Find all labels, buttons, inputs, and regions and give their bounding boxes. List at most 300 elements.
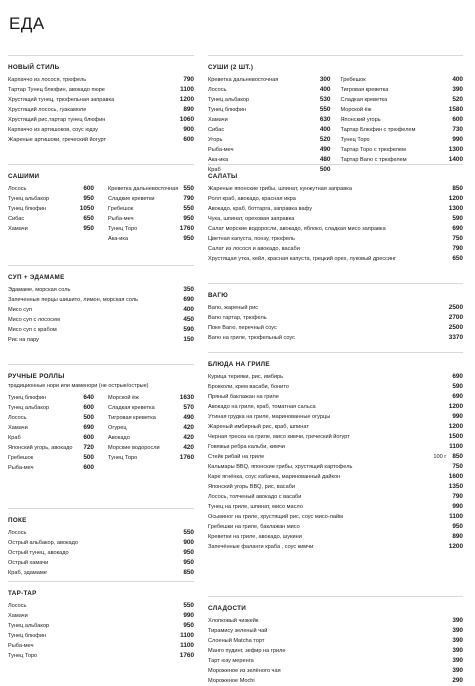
menu-item-price: 1100	[449, 513, 463, 520]
menu-item-name: Тунец Торо	[8, 653, 38, 659]
menu-item	[8, 621, 194, 631]
menu-item	[8, 335, 194, 345]
menu-item	[208, 636, 463, 646]
menu-item	[108, 184, 194, 194]
menu-item-price: 590	[183, 326, 194, 333]
menu-item	[341, 125, 464, 135]
menu-item-price: 720	[83, 444, 94, 451]
menu-item-price: 950	[183, 549, 194, 556]
menu-item-name: Лосось	[8, 603, 27, 609]
section-title: ПОКЕ	[8, 517, 27, 524]
menu-item-name: Морской ёж	[340, 107, 372, 113]
menu-item-price: 690	[452, 373, 463, 380]
menu-item	[208, 75, 331, 85]
menu-item-name: Тунец блюфин	[8, 206, 47, 212]
menu-item-name: Хамачи	[8, 613, 28, 619]
menu-item-price: 790	[452, 493, 463, 500]
menu-item-name: Вагю на гриле, трюфельный соус	[208, 335, 295, 341]
menu-item-name: Острый тунец, авокадо	[8, 550, 69, 556]
section-tartar	[8, 581, 194, 661]
menu-item-name: Тирамису зеленый чай	[208, 628, 268, 634]
menu-item-name: Ака-ика	[208, 157, 229, 163]
menu-item-price: 890	[452, 533, 463, 540]
menu-item	[208, 422, 463, 432]
menu-item-price: 750	[452, 463, 463, 470]
menu-item-name: Хлопковый чизкейк	[208, 618, 259, 624]
menu-item-name: Тунец альбакор	[8, 623, 50, 629]
menu-item-name: Жареный имбирный рис, краб, шпинат	[208, 424, 309, 430]
menu-item-price: 1060	[179, 116, 194, 123]
menu-item-price: 600	[83, 185, 94, 192]
menu-item-price: 950	[183, 215, 194, 222]
menu-item-price: 990	[183, 612, 194, 619]
menu-item-name: Авокадо	[108, 434, 130, 441]
menu-item-price: 400	[183, 306, 194, 313]
menu-item-name: Каре ягнёнка, соус кабачка, маринованный дайкон	[208, 474, 341, 480]
menu-item-price: 850	[452, 453, 463, 460]
menu-item-name: Кальмары BBQ, японские грибы, хрустящий картофель	[208, 464, 353, 470]
menu-item-price: 600	[83, 404, 94, 411]
menu-item-name: Рыба-меч	[8, 643, 34, 649]
menu-item-price: 390	[452, 657, 463, 664]
menu-item-name: Хрустящий рис,тартар тунец блюфин	[8, 117, 106, 123]
section-poke	[8, 508, 194, 578]
section-title: НОВЫЙ СТИЛЬ	[8, 64, 60, 71]
menu-item-name: Тартар Вагю с трюфелем	[340, 157, 407, 163]
menu-item-price: 950	[183, 622, 194, 629]
menu-item-name: Тунец альбакор	[8, 404, 50, 411]
menu-item-name: Ака-ика	[108, 236, 129, 242]
menu-item-price: 550	[183, 602, 194, 609]
menu-item	[208, 472, 463, 482]
section-grill	[208, 352, 463, 552]
menu-item-name: Карпаччо из лосося, трюфель	[8, 77, 87, 83]
menu-item	[208, 646, 463, 656]
menu-item-price: 1200	[448, 543, 463, 550]
menu-item-price: 630	[319, 116, 331, 123]
menu-item-name: Сладкие креветки	[108, 196, 155, 202]
menu-item-price: 650	[452, 255, 463, 262]
menu-item-name: Стейк рибай на гриле	[208, 454, 265, 460]
menu-item	[208, 184, 463, 194]
menu-item-name: Карпаччо из артишоков, соус юдзу	[8, 127, 98, 133]
menu-item-price: 1760	[179, 652, 194, 659]
menu-item-price: 750	[452, 235, 463, 242]
menu-item-name: Рыба-меч	[108, 216, 134, 222]
section-title: САЛАТЫ	[208, 173, 238, 180]
menu-item-price: 890	[183, 106, 194, 113]
menu-item	[8, 538, 194, 548]
menu-item-price: 900	[183, 126, 194, 133]
menu-item-name: Острый хамачи	[8, 560, 49, 566]
menu-item	[208, 204, 463, 214]
menu-item	[8, 651, 194, 661]
menu-item	[341, 105, 464, 115]
menu-item-price: 550	[183, 185, 194, 192]
menu-item-name: Рыба-меч	[208, 147, 234, 153]
menu-item-price: 600	[83, 434, 94, 441]
menu-item	[208, 656, 463, 666]
menu-item-name: Хрустящий лосось, гуакамоле	[8, 107, 87, 113]
menu-item-name: Сладкая креветка	[108, 404, 155, 411]
menu-item-price: 550	[319, 106, 331, 113]
menu-item	[8, 433, 94, 443]
menu-item-name: Японский угорь BBQ, рис, васаби	[208, 484, 296, 490]
section-soup	[8, 265, 194, 345]
menu-item-name: Хамачи	[8, 424, 28, 431]
menu-item-price: 950	[183, 559, 194, 566]
menu-item	[341, 75, 464, 85]
menu-item-price: 950	[83, 225, 94, 232]
menu-item-price: 490	[319, 146, 331, 153]
menu-item-name: Креветки на гриле, авокадо, шукини	[208, 534, 302, 540]
menu-item-price: 790	[183, 76, 194, 83]
menu-item-price: 2500	[448, 304, 463, 311]
menu-item	[8, 423, 94, 433]
menu-item-quantity: 100 г	[433, 454, 447, 460]
menu-item-name: Тунец блюфин	[8, 394, 47, 401]
menu-item-price: 390	[452, 637, 463, 644]
menu-item-price: 1580	[448, 106, 463, 113]
section-title: СЛАДОСТИ	[208, 605, 247, 612]
menu-item	[341, 115, 464, 125]
menu-item-name: Лосось	[8, 414, 27, 421]
menu-item-price: 590	[452, 215, 463, 222]
menu-item-price: 1200	[448, 403, 463, 410]
menu-item-price: 2500	[448, 324, 463, 331]
menu-item	[208, 333, 463, 343]
menu-item-price: 390	[452, 667, 463, 674]
menu-item-price: 1400	[448, 156, 463, 163]
menu-item-price: 550	[183, 529, 194, 536]
menu-item-name: Чука, шпинат, ореховая заправка	[208, 215, 295, 222]
menu-item-name: Хамачи	[208, 117, 228, 123]
menu-item	[208, 254, 463, 264]
menu-item	[8, 548, 194, 558]
menu-item-price: 520	[452, 96, 463, 103]
section-sushi	[208, 55, 463, 175]
menu-item-name: Огурец	[108, 424, 127, 431]
section-title: БЛЮДА НА ГРИЛЕ	[208, 361, 270, 368]
menu-item-name: Запеченные перцы шишито, лимон, морская соль	[8, 296, 139, 303]
section-subtitle: традиционные нори или маменори (не острые/острые)	[8, 383, 149, 389]
menu-item-name: Цветная капуста, понзу, трюфель	[208, 235, 295, 242]
menu-item	[208, 532, 463, 542]
menu-item	[208, 512, 463, 522]
menu-item-price: 990	[452, 503, 463, 510]
menu-item-price: 150	[183, 336, 194, 343]
menu-item-name: Креветка дальневосточная	[108, 186, 179, 192]
menu-item-price: 400	[319, 126, 331, 133]
menu-item-name: Поке Вагю, перечный соус	[208, 325, 277, 331]
section-novy-stil	[8, 55, 194, 145]
menu-item-price: 1200	[448, 423, 463, 430]
menu-item	[208, 522, 463, 532]
menu-item-name: Мороженое из зелёного чая	[208, 668, 281, 674]
menu-item-price: 900	[183, 539, 194, 546]
menu-item-name: Черная треска на гриле, мисо кимчи, греческий йогурт	[208, 434, 350, 440]
menu-item	[208, 676, 463, 686]
menu-item-price: 990	[452, 413, 463, 420]
menu-item	[208, 412, 463, 422]
menu-item-price: 300	[319, 76, 331, 83]
menu-item-name: Утиная грудка на гриле, маринованные огурцы	[208, 414, 331, 420]
menu-item	[208, 85, 331, 95]
menu-item	[208, 313, 463, 323]
menu-item	[208, 145, 331, 155]
menu-item-name: Краб, эдамаме	[8, 570, 47, 576]
menu-item-name: Хрустящий тунец, трюфельная заправка	[8, 97, 115, 103]
menu-item-name: Лосось, толченый авокадо с васаби	[208, 494, 302, 500]
menu-item-name: Тунец альбакор	[208, 97, 250, 103]
menu-item	[208, 303, 463, 313]
menu-item-price: 600	[83, 464, 94, 471]
menu-item-price: 850	[183, 569, 194, 576]
menu-item-name: Говяжьи ребра кальби, кимчи	[208, 444, 285, 450]
menu-item-price: 550	[183, 205, 194, 212]
menu-item	[208, 502, 463, 512]
menu-item-name: Краб	[208, 167, 221, 173]
menu-item-price: 500	[319, 166, 331, 173]
menu-item	[208, 135, 331, 145]
menu-item	[108, 234, 194, 244]
menu-item-name: Тарт юзу меренга	[208, 658, 254, 664]
menu-item-name: Брокколи, крем васаби, бонито	[208, 384, 289, 390]
menu-item	[208, 214, 463, 224]
section-title: СУП + ЭДАМАМЕ	[8, 274, 65, 281]
menu-item-price: 450	[183, 316, 194, 323]
menu-item-name: Тартар Тунец блюфин, авокадо пюре	[8, 87, 105, 93]
section-title: ТАР-ТАР	[8, 590, 37, 597]
menu-item-price: 290	[452, 677, 463, 684]
menu-item-name: Тунец Торо	[108, 454, 138, 461]
menu-item-name: Гребешки на гриле, баклажан мисо	[208, 524, 300, 530]
menu-item-price: 690	[183, 296, 194, 303]
menu-item-price: 1200	[179, 96, 194, 103]
menu-item-price: 1760	[179, 454, 194, 461]
menu-item-name: Слоеный Matcha торт	[208, 638, 265, 644]
menu-item	[8, 558, 194, 568]
menu-item	[8, 393, 94, 403]
menu-item-name: Тигровая креветка	[108, 414, 156, 421]
menu-item-name: Мисо суп с лососем	[8, 316, 60, 323]
menu-item-price: 1500	[448, 433, 463, 440]
menu-item	[8, 105, 194, 115]
menu-item	[108, 423, 194, 433]
menu-item	[208, 482, 463, 492]
menu-item-price: 1100	[180, 632, 194, 639]
menu-item	[108, 214, 194, 224]
menu-item-price: 690	[452, 225, 463, 232]
menu-item	[208, 432, 463, 442]
menu-item	[8, 285, 194, 295]
menu-item-price: 1050	[79, 205, 94, 212]
menu-item-price: 990	[452, 136, 463, 143]
menu-item-price: 350	[183, 286, 194, 293]
menu-item-price: 1200	[448, 195, 463, 202]
menu-item	[8, 75, 194, 85]
menu-item-price: 500	[83, 454, 94, 461]
section-title: САШИМИ	[8, 173, 40, 180]
menu-item-price: 790	[452, 245, 463, 252]
menu-item-price: 420	[183, 424, 194, 431]
menu-item	[208, 392, 463, 402]
menu-item-name: Тартар Торо с трюфелем	[340, 147, 406, 153]
section-wagyu	[208, 283, 463, 343]
menu-item-name: Пряный баклажан на гриле	[208, 394, 279, 400]
menu-item	[108, 194, 194, 204]
menu-item-name: Жареные японские грибы, шпинат, кунжутная заправка	[208, 185, 352, 192]
menu-item-name: Авокадо на гриле, краб, томатная сальса	[208, 404, 316, 410]
menu-item-price: 390	[452, 627, 463, 634]
menu-item-price: 1100	[449, 443, 463, 450]
menu-item	[208, 442, 463, 452]
menu-item	[208, 666, 463, 676]
menu-item-name: Краб	[8, 434, 21, 441]
section-sashimi	[8, 164, 194, 244]
menu-item	[8, 204, 94, 214]
menu-item-name: Гребешок	[108, 206, 134, 212]
menu-item-name: Авокадо, краб, боттарга, заправка вафу	[208, 205, 312, 212]
menu-item-price: 1300	[448, 146, 463, 153]
menu-item-name: Салат морские водоросли, авокадо, яблоко, сладкая мисо заправка	[208, 225, 386, 232]
menu-item-name: Сладкая креветка	[340, 97, 388, 103]
menu-item-price: 640	[83, 394, 94, 401]
menu-item-name: Мороженое Mochi	[208, 678, 255, 684]
menu-item	[208, 542, 463, 552]
page-title: ЕДА	[9, 14, 45, 33]
menu-item-name: Салат из лосося и авокадо, васаби	[208, 245, 300, 252]
menu-item-name: Тунец на гриле, шпинат, мисо масло	[208, 504, 303, 510]
menu-item-price: 1630	[179, 394, 194, 401]
menu-item-price: 1600	[448, 473, 463, 480]
menu-item-price: 730	[452, 126, 463, 133]
menu-item-name: Рыба-меч	[8, 464, 34, 471]
menu-item	[8, 194, 94, 204]
menu-item	[108, 413, 194, 423]
menu-item-name: Тунец блюфин	[208, 107, 247, 113]
menu-item-price: 600	[183, 136, 194, 143]
menu-item-name: Морской ёж	[108, 394, 139, 401]
menu-item-name: Тунец Торо	[340, 137, 370, 143]
menu-item-name: Креветка дальневосточная	[208, 77, 279, 83]
menu-item	[341, 135, 464, 145]
menu-item-name: Тунец блюфин	[8, 633, 47, 639]
menu-item-name: Гребешок	[340, 77, 366, 83]
menu-item-price: 420	[183, 444, 194, 451]
menu-item	[8, 85, 194, 95]
menu-item	[8, 295, 194, 305]
menu-item-price: 520	[319, 136, 331, 143]
menu-item	[208, 323, 463, 333]
menu-item	[8, 135, 194, 145]
menu-item-price: 1300	[448, 205, 463, 212]
menu-item-name: Мисо суп с крабом	[8, 326, 57, 333]
menu-item-price: 570	[183, 404, 194, 411]
menu-item	[208, 234, 463, 244]
menu-item	[208, 224, 463, 234]
menu-item-price: 950	[452, 523, 463, 530]
menu-item-price: 420	[183, 434, 194, 441]
menu-item	[208, 452, 463, 462]
menu-item	[8, 568, 194, 578]
menu-item-name: Манго пудинг, зефир на гриле	[208, 648, 286, 654]
menu-item	[208, 105, 331, 115]
menu-item	[208, 402, 463, 412]
menu-item-price: 1350	[448, 483, 463, 490]
menu-item	[8, 463, 94, 473]
menu-item	[108, 224, 194, 234]
menu-item-price: 690	[83, 424, 94, 431]
section-desserts	[208, 596, 463, 686]
menu-item	[208, 125, 331, 135]
menu-item	[8, 315, 194, 325]
section-title: ВАГЮ	[208, 292, 229, 299]
menu-item	[8, 115, 194, 125]
menu-item	[208, 194, 463, 204]
menu-item-name: Тигровая креветка	[340, 87, 389, 93]
menu-item	[208, 244, 463, 254]
menu-item-name: Ролл краб, авокадо, красная икра	[208, 195, 296, 202]
menu-item-name: Сибас	[208, 127, 225, 133]
menu-item	[108, 393, 194, 403]
section-title: СУШИ (2 ШТ.)	[208, 64, 254, 71]
menu-item	[108, 433, 194, 443]
menu-item-price: 1100	[180, 642, 194, 649]
menu-item-name: Мисо суп	[8, 306, 32, 313]
menu-item-name: Японский угорь, авокадо	[8, 444, 73, 451]
menu-item-price: 950	[83, 195, 94, 202]
section-rolls	[8, 364, 194, 473]
menu-item-name: Сибас	[8, 216, 25, 222]
menu-item-name: Тартар Блюфин с трюфелем	[340, 127, 416, 133]
menu-item-name: Лосось	[8, 186, 27, 192]
menu-item	[208, 492, 463, 502]
menu-item-price: 1760	[179, 225, 194, 232]
menu-item-price: 590	[452, 383, 463, 390]
menu-item-price: 690	[452, 393, 463, 400]
menu-item	[8, 325, 194, 335]
menu-item	[341, 145, 464, 155]
menu-item	[341, 85, 464, 95]
menu-item	[208, 462, 463, 472]
menu-item	[8, 601, 194, 611]
menu-item	[8, 641, 194, 651]
menu-item	[341, 95, 464, 105]
menu-item-name: Рис на пару	[8, 336, 39, 343]
menu-item-price: 400	[319, 86, 331, 93]
menu-item	[108, 453, 194, 463]
menu-item-name: Хамачи	[8, 226, 28, 232]
menu-item	[8, 214, 94, 224]
menu-item-name: Эдамаме, морская соль	[8, 286, 71, 293]
menu-item-price: 2700	[448, 314, 463, 321]
menu-item	[208, 382, 463, 392]
menu-item-price: 3370	[448, 334, 463, 341]
menu-item-price: 790	[183, 195, 194, 202]
menu-item	[208, 372, 463, 382]
menu-item-price: 390	[452, 647, 463, 654]
menu-item-name: Лосось	[8, 530, 27, 536]
menu-item-name: Вагю тартар, трюфель	[208, 315, 267, 321]
menu-item	[208, 115, 331, 125]
menu-item-name: Японский угорь	[340, 117, 381, 123]
menu-item	[8, 453, 94, 463]
menu-item	[8, 631, 194, 641]
menu-item-name: Курица терияки, рис, имбирь	[208, 374, 284, 380]
menu-item-price: 400	[452, 76, 463, 83]
menu-item-price: 530	[319, 96, 331, 103]
